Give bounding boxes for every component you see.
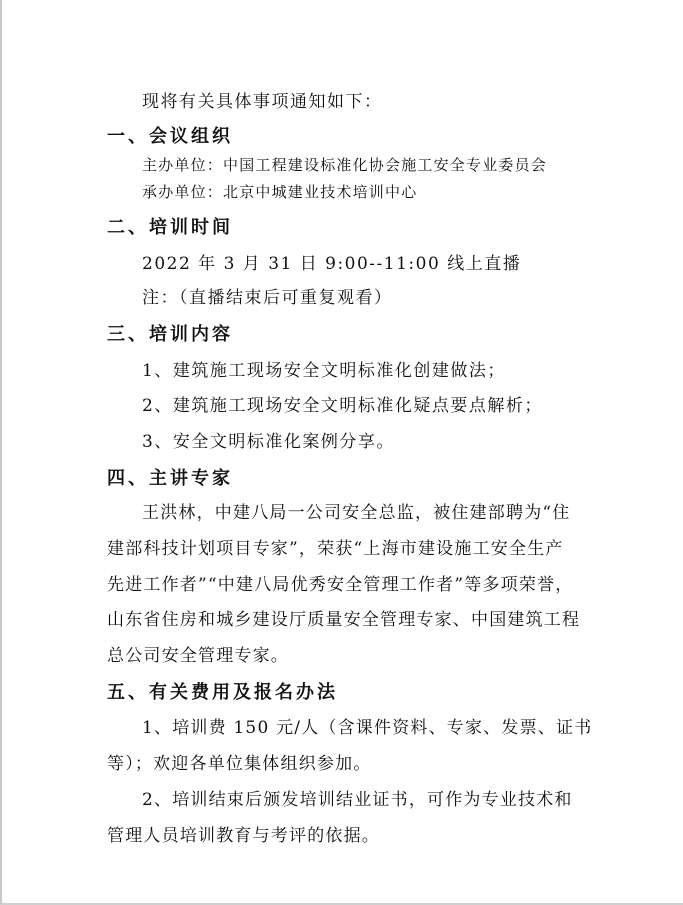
section-3-line-2: 2、建筑施工现场安全文明标准化疑点要点解析； [142, 396, 543, 416]
section-5-line-3: 2、培训结束后颁发培训结业证书，可作为专业技术和 [142, 790, 573, 810]
section-2-line-2: 注：（直播结束后可重复观看） [142, 288, 393, 308]
section-5-line-4: 管理人员培训教育与考评的依据。 [107, 826, 380, 846]
section-4-line-5: 总公司安全管理专家。 [107, 646, 289, 666]
section-4-line-2: 建部科技计划项目专家”，荣获“上海市建设施工安全生产 [107, 539, 564, 559]
section-3-line-1: 1、建筑施工现场安全文明标准化创建做法； [142, 361, 506, 381]
section-3-heading: 三、培训内容 [107, 324, 233, 345]
section-4-line-3: 先进工作者”“中建八局优秀安全管理工作者”等多项荣誉， [107, 575, 574, 595]
section-4-line-1: 王洪林，中建八局一公司安全总监，被住建部聘为“住 [142, 503, 571, 523]
section-1-line-2: 承办单位：北京中城建业技术培训中心 [142, 183, 418, 201]
section-5-heading: 五、有关费用及报名办法 [107, 682, 338, 703]
section-5-line-2: 等）；欢迎各单位集体组织参加。 [107, 754, 372, 774]
section-1-line-1: 主办单位：中国工程建设标准化协会施工安全专业委员会 [142, 156, 548, 174]
section-4-heading: 四、主讲专家 [107, 468, 233, 489]
intro-text: 现将有关具体事项通知如下： [142, 92, 383, 112]
section-2-heading: 二、培训时间 [107, 217, 233, 238]
section-1-heading: 一、会议组织 [107, 126, 233, 147]
section-4-line-4: 山东省住房和城乡建设厅质量安全管理专家、中国建筑工程 [107, 610, 581, 630]
section-5-line-1: 1、培训费 150 元/人（含课件资料、专家、发票、证书 [142, 718, 593, 738]
section-2-line-1: 2022 年 3 月 31 日 9:00--11:00 线上直播 [142, 254, 522, 274]
section-3-line-3: 3、安全文明标准化案例分享。 [142, 432, 395, 452]
